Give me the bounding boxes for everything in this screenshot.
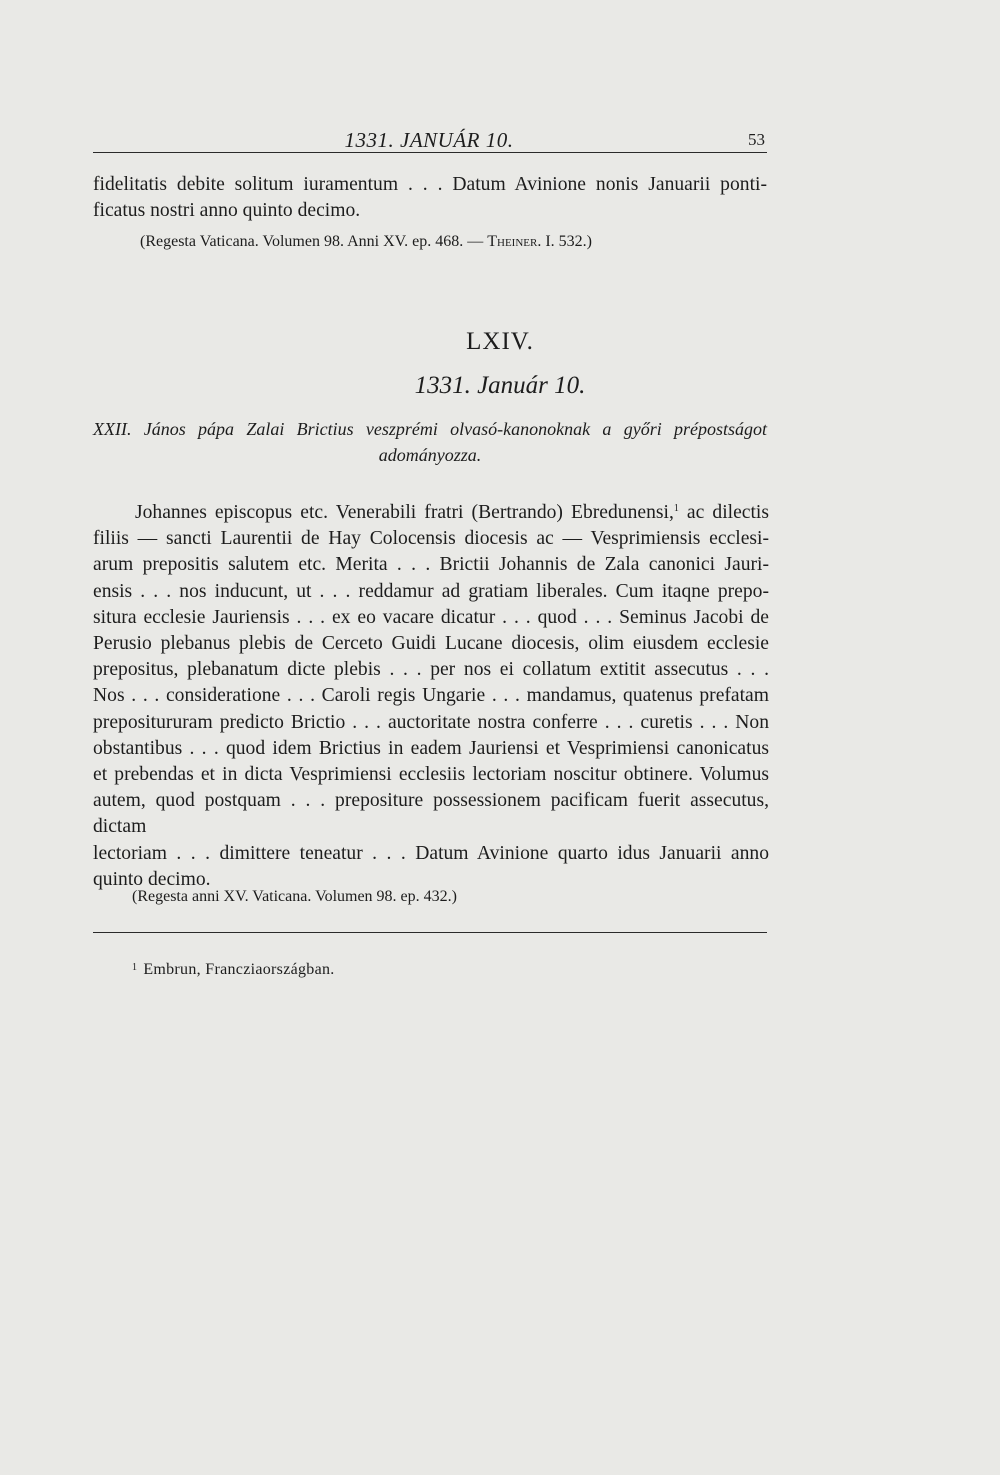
document-date: 1331. Január 10. bbox=[414, 372, 586, 399]
footnote-marker: 1 bbox=[673, 503, 679, 514]
previous-document-text bbox=[93, 172, 767, 224]
text-line: ensis . . . nos inducunt, ut . . . reddamur ad gratiam liberales. Cum itaqne prepo- bbox=[93, 580, 769, 602]
footnote-rule bbox=[93, 932, 767, 933]
previous-document-reference: (Regesta Vaticana. Volumen 98. Anni XV. ep. 468. — Theiner. I. 532.) bbox=[140, 233, 592, 250]
text-line: fidelitatis debite solitum iuramentum . . . Datum Avinione nonis Januarii ponti- bbox=[93, 174, 767, 195]
footnote-text: Embrun, Francziaországban. bbox=[143, 961, 335, 978]
footnote-number: 1 bbox=[132, 962, 138, 973]
summary-line: adományozza. bbox=[378, 445, 482, 465]
text-line: prepositururam predicto Brictio . . . auctoritate nostra conferre . . . curetis . . . Non bbox=[93, 711, 769, 733]
show-through-texture bbox=[100, 1010, 790, 1310]
text-line: Johannes episcopus etc. Venerabili fratri (Bertrando) Ebredunensi,$^1$ ac dilectis bbox=[135, 502, 769, 523]
document-body bbox=[93, 496, 769, 893]
text-line: quinto decimo. bbox=[93, 868, 211, 890]
text-line: Perusio plebanus plebis de Cerceto Guidi Lucane diocesis, olim eiusdem ecclesie bbox=[93, 633, 769, 655]
summary-line: XXII. János pápa Zalai Brictius veszprémi olvasó-kanonoknak a győri prépostságot bbox=[93, 419, 767, 439]
document-summary bbox=[93, 416, 767, 468]
text-line: filiis — sancti Laurentii de Hay Colocensis diocesis ac — Vesprimiensis ecclesi- bbox=[93, 528, 769, 550]
text-line: autem, quod postquam . . . prepositure possessionem pacificam fuerit assecutus, dictam bbox=[93, 790, 769, 838]
text-line: obstantibus . . . quod idem Brictius in eadem Jauriensi et Vesprimiensi canonicatus bbox=[93, 737, 769, 759]
document-reference: (Regesta anni XV. Vaticana. Volumen 98. ep. 432.) bbox=[132, 888, 457, 905]
text-line: arum prepositis salutem etc. Merita . . . Brictii Johannis de Zala canonici Jauri- bbox=[93, 554, 769, 576]
text-line: lectoriam . . . dimittere teneatur . . . Datum Avinione quarto idus Januarii anno bbox=[93, 842, 769, 864]
running-title: 1331. JANUÁR 10. bbox=[344, 128, 514, 152]
header-rule bbox=[93, 152, 767, 153]
footnote bbox=[132, 961, 335, 979]
text-line: ficatus nostri anno quinto decimo. bbox=[93, 200, 361, 222]
running-head bbox=[93, 128, 765, 152]
page-number: 53 bbox=[748, 130, 765, 149]
text-line: situra ecclesie Jauriensis . . . ex eo vacare dicatur . . . quod . . . Seminus Jacobi de bbox=[93, 606, 769, 628]
text-line: prepositus, plebanatum dicte plebis . . . per nos ei collatum extitit assecutus . . . bbox=[93, 659, 769, 681]
author-name: Theiner bbox=[487, 233, 538, 250]
document-number: LXIV. bbox=[466, 328, 534, 355]
text-line: et prebendas et in dicta Vesprimiensi ecclesiis lectoriam noscitur obtinere. Volumus bbox=[93, 764, 769, 786]
text-line: Nos . . . consideratione . . . Caroli regis Ungarie . . . mandamus, quatenus prefatam bbox=[93, 685, 769, 707]
